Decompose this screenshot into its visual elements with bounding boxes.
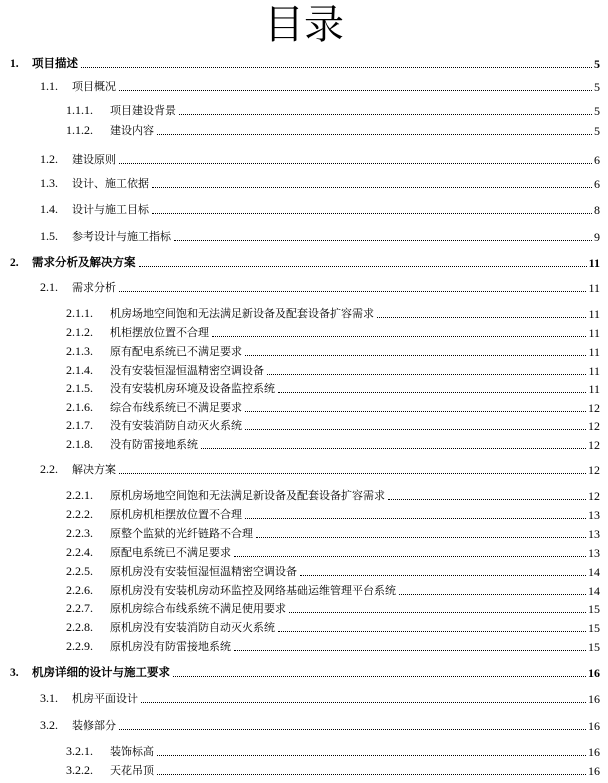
toc-entry-number: 2.2.5. — [66, 564, 93, 578]
toc-entry-page-number: 5 — [594, 124, 600, 138]
toc-entry-label — [66, 763, 154, 778]
dot-leader — [245, 518, 586, 519]
toc-entry-label — [66, 123, 154, 138]
toc-entry[interactable] — [40, 229, 600, 244]
toc-entry-page-number: 6 — [594, 153, 600, 167]
toc-entry[interactable] — [10, 56, 600, 71]
toc-entry-page-number: 11 — [588, 382, 600, 396]
toc-entry-number: 2.2.9. — [66, 639, 93, 653]
dot-leader — [377, 317, 586, 318]
dot-leader — [152, 213, 592, 214]
toc-entry-number: 2.2.2. — [66, 507, 93, 521]
toc-entry-label — [66, 344, 242, 359]
toc-entry-label — [10, 255, 136, 270]
toc-entry-text: 原机房综合布线系统不满足使用要求 — [110, 602, 286, 615]
toc-entry-label — [40, 280, 116, 295]
toc-entry-label — [66, 437, 198, 452]
toc-entry-text: 机房场地空间饱和无法满足新设备及配套设备扩容需求 — [110, 307, 374, 320]
toc-entry-number: 2.2. — [40, 462, 58, 476]
toc-entry-text: 没有安装机房环境及设备监控系统 — [110, 382, 275, 395]
toc-entry-label — [66, 507, 242, 522]
toc-entry-text: 机房详细的设计与施工要求 — [32, 665, 170, 679]
toc-entry-page-number: 11 — [588, 326, 600, 340]
toc-entry-page-number: 15 — [588, 602, 600, 616]
dot-leader — [234, 556, 586, 557]
toc-entry-text: 设计、施工依据 — [72, 177, 149, 190]
toc-entry-label — [66, 363, 264, 378]
dot-leader — [119, 729, 586, 730]
toc-entry-number: 2.2.3. — [66, 526, 93, 540]
toc-entry-label — [40, 691, 138, 706]
dot-leader — [234, 650, 586, 651]
toc-entry-label — [10, 56, 78, 71]
dot-leader — [245, 429, 586, 430]
toc-entry[interactable] — [66, 639, 600, 654]
dot-leader — [201, 448, 586, 449]
toc-entry-text: 需求分析及解决方案 — [32, 255, 136, 269]
toc-entry-text: 没有安装恒湿恒温精密空调设备 — [110, 364, 264, 377]
toc-entry-label — [40, 79, 116, 94]
toc-entry-label — [66, 639, 231, 654]
toc-entry-label — [66, 103, 176, 118]
dot-leader — [267, 374, 586, 375]
toc-entry-text: 原机房没有安装消防自动灭火系统 — [110, 621, 275, 634]
toc-entry-page-number: 15 — [588, 640, 600, 654]
dot-leader — [388, 499, 586, 500]
toc-entry[interactable] — [40, 718, 600, 733]
toc-entry-text: 天花吊顶 — [110, 764, 154, 777]
dot-leader — [119, 291, 586, 292]
dot-leader — [174, 240, 592, 241]
toc-entry[interactable] — [66, 381, 600, 396]
toc-entry-label — [40, 152, 116, 167]
toc-entry-label — [66, 418, 242, 433]
toc-entry-number: 2.2.7. — [66, 601, 93, 615]
toc-entry-text: 原有配电系统已不满足要求 — [110, 345, 242, 358]
toc-entry-page-number: 15 — [588, 621, 600, 635]
toc-entry[interactable] — [40, 79, 600, 94]
toc-entry-text: 原配电系统已不满足要求 — [110, 546, 231, 559]
dot-leader — [119, 163, 592, 164]
dot-leader — [173, 676, 586, 677]
toc-entry-page-number: 11 — [588, 281, 600, 295]
dot-leader — [278, 392, 586, 393]
dot-leader — [399, 594, 586, 595]
dot-leader — [81, 67, 592, 68]
toc-entry-label — [66, 620, 275, 635]
toc-entry[interactable] — [10, 665, 600, 680]
toc-entry-text: 参考设计与施工指标 — [72, 230, 171, 243]
toc-entry[interactable] — [40, 152, 600, 167]
dot-leader — [278, 631, 586, 632]
toc-entry-page-number: 13 — [588, 527, 600, 541]
toc-entry-number: 1.1.2. — [66, 123, 93, 137]
toc-entry-page-number: 16 — [588, 745, 600, 759]
toc-entry[interactable] — [66, 488, 600, 503]
toc-entry-number: 2.1.4. — [66, 363, 93, 377]
toc-entry-label — [66, 325, 209, 340]
toc-entry-number: 2.1.3. — [66, 344, 93, 358]
toc-entry-text: 原机房没有防雷接地系统 — [110, 640, 231, 653]
toc-entry[interactable] — [66, 583, 600, 598]
dot-leader — [152, 187, 592, 188]
toc-entry-label — [66, 545, 231, 560]
toc-entry-number: 2.1.7. — [66, 418, 93, 432]
toc-entry[interactable] — [40, 691, 600, 706]
toc-entry-number: 2.2.6. — [66, 583, 93, 597]
toc-entry-page-number: 13 — [588, 546, 600, 560]
toc-entry-number: 1.3. — [40, 176, 58, 190]
toc-entry-text: 原整个监狱的光纤链路不合理 — [110, 527, 253, 540]
toc-entry-text: 原机房没有安装恒湿恒温精密空调设备 — [110, 565, 297, 578]
toc-entry[interactable] — [66, 763, 600, 778]
toc-entry-page-number: 14 — [588, 584, 600, 598]
toc-entry-page-number: 16 — [588, 764, 600, 778]
toc-entry-page-number: 14 — [588, 565, 600, 579]
toc-entry-page-number: 12 — [588, 463, 600, 477]
toc-entry-number: 2.1.2. — [66, 325, 93, 339]
toc-entry-text: 没有防雷接地系统 — [110, 438, 198, 451]
toc-entry[interactable] — [66, 507, 600, 522]
toc-entry-text: 原机房机柜摆放位置不合理 — [110, 508, 242, 521]
dot-leader — [245, 411, 586, 412]
toc-entry-text: 原机房场地空间饱和无法满足新设备及配套设备扩容需求 — [110, 489, 385, 502]
dot-leader — [141, 702, 586, 703]
toc-entry-number: 3.2.1. — [66, 744, 93, 758]
toc-entry[interactable] — [66, 400, 600, 415]
toc-entry-label — [66, 306, 374, 321]
toc-entry-page-number: 8 — [594, 203, 600, 217]
toc-entry-label — [66, 583, 396, 598]
toc-entry-text: 解决方案 — [72, 463, 116, 476]
toc-entry-page-number: 13 — [588, 508, 600, 522]
dot-leader — [119, 473, 586, 474]
toc-entry[interactable] — [66, 123, 600, 138]
toc-entry-page-number: 5 — [594, 80, 600, 94]
toc-entry[interactable] — [66, 526, 600, 541]
dot-leader — [256, 537, 586, 538]
toc-entry-label — [40, 718, 116, 733]
toc-entry[interactable] — [66, 564, 600, 579]
toc-entry-page-number: 5 — [594, 57, 600, 71]
toc-entry[interactable] — [66, 325, 600, 340]
toc-entry-page-number: 11 — [588, 345, 600, 359]
toc-entry-number: 2.2.8. — [66, 620, 93, 634]
toc-entry-page-number: 11 — [588, 256, 600, 270]
toc-entry-page-number: 16 — [588, 719, 600, 733]
dot-leader — [245, 355, 586, 356]
toc-entry-page-number: 12 — [588, 489, 600, 503]
toc-entry-number: 2.1. — [40, 280, 58, 294]
toc-entry-page-number: 16 — [588, 692, 600, 706]
toc-entry-label — [10, 665, 170, 680]
toc-entry-number: 1.2. — [40, 152, 58, 166]
toc-entry[interactable] — [66, 744, 600, 759]
toc-entry[interactable] — [66, 306, 600, 321]
toc-entry-page-number: 11 — [588, 307, 600, 321]
toc-entry-number: 2.1.5. — [66, 381, 93, 395]
toc-entry-text: 没有安装消防自动灭火系统 — [110, 419, 242, 432]
toc-entry-number: 2.2.4. — [66, 545, 93, 559]
toc-entry-page-number: 16 — [588, 666, 600, 680]
toc-entry-text: 建设内容 — [110, 124, 154, 137]
toc-entry-text: 机柜摆放位置不合理 — [110, 326, 209, 339]
toc-entry-text: 设计与施工目标 — [72, 203, 149, 216]
dot-leader — [139, 266, 587, 267]
toc-entry-number: 3. — [10, 667, 19, 679]
toc-entry[interactable] — [40, 176, 600, 191]
dot-leader — [119, 90, 592, 91]
toc-entry-text: 项目描述 — [32, 56, 78, 70]
toc-entry-label — [66, 744, 154, 759]
toc-entry-text: 机房平面设计 — [72, 692, 138, 705]
toc-entry-label — [40, 229, 171, 244]
toc-entry-number: 2. — [10, 257, 19, 269]
toc-entry[interactable] — [66, 363, 600, 378]
toc-entry-page-number: 6 — [594, 177, 600, 191]
toc-entry[interactable] — [66, 437, 600, 452]
toc-entry[interactable] — [66, 103, 600, 118]
toc-entry[interactable] — [40, 202, 600, 217]
toc-entry-number: 1.5. — [40, 229, 58, 243]
dot-leader — [157, 134, 592, 135]
toc-entry[interactable] — [10, 255, 600, 270]
toc-entry-label — [66, 400, 242, 415]
toc-entry[interactable] — [66, 344, 600, 359]
toc-entry-number: 1. — [10, 58, 19, 70]
toc-entry-label — [40, 462, 116, 477]
toc-entry-number: 1.4. — [40, 202, 58, 216]
toc-entry-label — [66, 381, 275, 396]
toc-entry[interactable] — [66, 601, 600, 616]
toc-entry-label — [66, 488, 385, 503]
dot-leader — [212, 336, 586, 337]
toc-entry-number: 2.1.8. — [66, 437, 93, 451]
toc-entry-label — [66, 564, 297, 579]
dot-leader — [300, 575, 586, 576]
toc-entry-page-number: 12 — [588, 438, 600, 452]
toc-entry[interactable] — [66, 545, 600, 560]
toc-entry-text: 项目概况 — [72, 80, 116, 93]
toc-entry-text: 综合布线系统已不满足要求 — [110, 401, 242, 414]
toc-entry-number: 3.2.2. — [66, 763, 93, 777]
toc-entry-text: 建设原则 — [72, 153, 116, 166]
toc-entry-number: 2.2.1. — [66, 488, 93, 502]
toc-entry-page-number: 11 — [588, 364, 600, 378]
toc-entry-page-number: 9 — [594, 230, 600, 244]
toc-entry-number: 1.1.1. — [66, 103, 93, 117]
dot-leader — [157, 774, 586, 775]
toc-entry-page-number: 12 — [588, 419, 600, 433]
toc-entry-text: 装修部分 — [72, 719, 116, 732]
toc-entry[interactable] — [66, 418, 600, 433]
toc-entry-number: 2.1.1. — [66, 306, 93, 320]
toc-entry[interactable] — [40, 462, 600, 477]
toc-entry-number: 1.1. — [40, 79, 58, 93]
dot-leader — [157, 755, 586, 756]
toc-entry-page-number: 12 — [588, 401, 600, 415]
toc-entry-label — [66, 526, 253, 541]
dot-leader — [179, 114, 592, 115]
page-title: 目录 — [264, 2, 344, 48]
toc-entry-number: 2.1.6. — [66, 400, 93, 414]
toc-entry-label — [40, 176, 149, 191]
toc-entry-number: 3.2. — [40, 718, 58, 732]
dot-leader — [289, 612, 586, 613]
toc-entry-label — [40, 202, 149, 217]
toc-entry[interactable] — [40, 280, 600, 295]
toc-entry-number: 3.1. — [40, 691, 58, 705]
toc-entry-text: 原机房没有安装机房动环监控及网络基础运维管理平台系统 — [110, 584, 396, 597]
toc-entry-text: 项目建设背景 — [110, 104, 176, 117]
toc-entry-text: 装饰标高 — [110, 745, 154, 758]
toc-entry-label — [66, 601, 286, 616]
toc-entry-page-number: 5 — [594, 104, 600, 118]
toc-entry-text: 需求分析 — [72, 281, 116, 294]
toc-entry[interactable] — [66, 620, 600, 635]
